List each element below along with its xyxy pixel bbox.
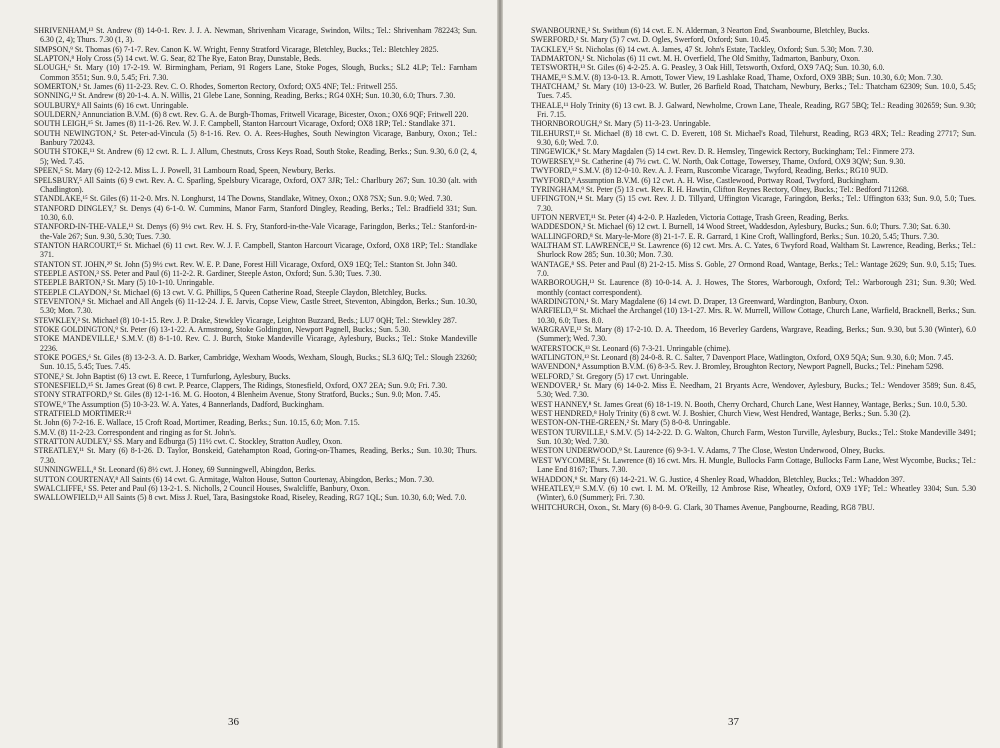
directory-entry: STEEPLE CLAYDON,³ St. Michael (6) 13 cwt. V. G. Phillips, 5 Queen Catherine Road, Steeple Claydon, Bletchley, Bucks. xyxy=(34,287,427,297)
directory-entry: SLAPTON,⁸ Holy Cross (5) 14 cwt. W. G. Sear, 82 The Rye, Eaton Bray, Dunstable, Beds. xyxy=(34,54,322,64)
left-page xyxy=(0,0,497,748)
directory-entry: WEST HENDRED,⁸ Holy Trinity (6) 8 cwt. W. J. Boshier, Church View, West Hendred, Wantage, Berks.; Sun. 5.30 (2). xyxy=(531,409,911,419)
directory-entry: WHEATLEY,¹³ S.M.V. (6) 10 cwt. I. M. M. O'Reilly, 12 Ambrose Rise, Wheatley, Oxford, OX9 1YF; Tel.: Wheatley 3304; Sun. 5.30 (Winter), 6.0 (Summer); Fri. 7.30. xyxy=(531,483,976,503)
directory-entry: SPELSBURY,⁵ All Saints (6) 9 cwt. Rev. A. C. Sparling, Spelsbury Vicarage, Oxford, OX7 3JR; Tel.: Charlbury 267; Sun. 10.30 (alt. with Chadlington). xyxy=(34,175,477,194)
directory-entry: STEWKLEY,³ St. Michael (8) 10-1-15. Rev. J. P. Drake, Stewkley Vicarage, Leighton Buzzard, Beds.; LU7 0QH; Tel.: Stewkley 287. xyxy=(34,315,457,325)
directory-entry: TYRINGHAM,⁹ St. Peter (5) 13 cwt. Rev. R. H. Hawtin, Clifton Reynes Rectory, Olney, Bucks.; Tel.: Bedford 711268. xyxy=(531,184,909,194)
directory-entry: WARGRAVE,¹² St. Mary (8) 17-2-10. D. A. Theedom, 16 Beverley Gardens, Wargrave, Reading, Berks.; Sun. 9.30, but 5.30 (Winter), 6.0 (Summer); Wed. 7.30. xyxy=(531,325,976,344)
directory-entry: WHADDON,⁹ St. Mary (6) 14-2-21. W. G. Justice, 4 Shenley Road, Whaddon, Bletchley, Bucks.; Tel.: Whaddon 397. xyxy=(531,474,905,484)
directory-entry: SIMPSON,⁹ St. Thomas (6) 7-1-7. Rev. Canon K. W. Wright, Fenny Stratford Vicarage, Bletchley, Bucks.; Tel.: Bletchley 2825. xyxy=(34,44,439,54)
directory-entry: WENDOVER,¹ St. Mary (6) 14-0-2. Miss E. Needham, 21 Bryants Acre, Wendover, Aylesbury, Bucks.; Tel.: Wendover 3589; Sun. 8.45, 5.30; Wed. 7.30. xyxy=(531,381,976,400)
directory-entry: SHRIVENHAM,¹³ St. Andrew (8) 14-0-1. Rev. J. J. A. Newman, Shrivenham Vicarage, Swindon, Wilts.; Tel.: Shrivenham 782243; Sun. 6.30 (2, 4); Thurs. 7.30 (1, 3). xyxy=(34,26,477,45)
directory-entry: WEST HANNEY,⁸ St. James Great (6) 18-1-19. N. Booth, Cherry Orchard, Church Lane, West Hanney, Wantage, Berks.; Sun. 10.0, 5.30. xyxy=(531,399,968,409)
directory-entry: STONY STRATFORD,⁹ St. Giles (8) 12-1-16. M. G. Hooton, 4 Blenheim Avenue, Stony Stratford, Bucks.; Sun. 9.0; Mon. 7.45. xyxy=(34,390,441,400)
directory-entry: STANDLAKE,¹⁵ St. Giles (6) 11-2-0. Mrs. N. Longhurst, 14 The Downs, Standlake, Witney, Oxon.; OX8 7SX; Sun. 9.0; Wed. 7.30. xyxy=(34,194,453,204)
right-page xyxy=(503,0,1000,748)
directory-entry: St. John (6) 7-2-16. E. Wallace, 15 Croft Road, Mortimer, Reading, Berks.; Sun. 10.15, 6.0; Mon. 7.15. xyxy=(34,418,360,428)
directory-entry: SWANBOURNE,³ St. Swithun (6) 14 cwt. E. N. Alderman, 3 Nearton End, Swanbourne, Bletchley, Bucks. xyxy=(531,26,870,35)
directory-entry: S.M.V. (8) 11-2-23. Correspondent and ringing as for St. John's. xyxy=(34,427,236,437)
directory-entry: TACKLEY,¹⁵ St. Nicholas (6) 14 cwt. A. James, 47 St. John's Estate, Tackley, Oxford; Sun. 5.30; Mon. 7.30. xyxy=(531,44,874,54)
directory-entry: STRATTON AUDLEY,² SS. Mary and Edburga (5) 11½ cwt. C. Stockley, Stratton Audley, Oxon. xyxy=(34,437,343,447)
directory-entry: TWYFORD,¹² S.M.V. (8) 12-0-10. Rev. A. J. Fearn, Ruscombe Vicarage, Twyford, Reading, Berks.; RG10 9UD. xyxy=(531,166,888,176)
directory-entry: WHITCHURCH, Oxon., St. Mary (6) 8-0-9. G. Clark, 30 Thames Avenue, Pangbourne, Reading, RG8 7BU. xyxy=(531,502,875,512)
directory-entry: SOULBURY,⁸ All Saints (6) 16 cwt. Unringable. xyxy=(34,100,189,110)
directory-entry: STEEPLE BARTON,³ St. Mary (5) 10-1-10. Unringable. xyxy=(34,278,215,288)
directory-entry: STOWE,⁹ The Assumption (5) 10-3-23. W. A. Yates, 4 Bannerlands, Dadford, Buckingham. xyxy=(34,399,325,409)
right-page-entries xyxy=(531,26,976,512)
directory-entry: SWALLOWFIELD,¹¹ All Saints (5) 8 cwt. Miss J. Ruel, Tara, Basingstoke Road, Riseley, Reading, RG7 1QL; Sun. 10.30, 6.0; Wed. 7.0. xyxy=(34,493,467,503)
directory-entry: SOUTH LEIGH,¹⁵ St. James (8) 11-1-26. Rev. W. J. F. Campbell, Stanton Harcourt Vicarage, Oxford; OX8 1RP; Tel.: Standlake 371. xyxy=(34,119,456,129)
directory-entry: STOKE POGES,⁶ St. Giles (8) 13-2-3. A. D. Barker, Cambridge, Wexham Woods, Wexham, Slough, Bucks.; SL3 6JQ; Tel.: Slough 23260; Sun. 10.15, 5.45; Tues. 7.45. xyxy=(34,353,477,372)
directory-entry: SOUTH NEWINGTON,² St. Peter-ad-Vincula (5) 8-1-16. Rev. O. A. Rees-Hughes, South Newington Vicarage, Banbury, Oxon.; Tel.: Banbury 720243. xyxy=(34,128,477,148)
directory-entry: WALLINGFORD,⁸ St. Mary-le-More (8) 21-1-7. E. R. Garrard, 1 Kine Croft, Wallingford, Berks.; Sun. 10.20, 5.45; Thurs. 7.30. xyxy=(531,231,939,241)
directory-entry: WARBOROUGH,¹³ St. Laurence (8) 10-0-14. A. J. Howes, The Stores, Warborough, Oxford; Tel.: Warborough 231; Sun. 9.30; Wed. monthly (contact correspondent). xyxy=(531,278,976,297)
directory-entry: UFFINGTON,¹⁴ St. Mary (5) 15 cwt. Rev. J. D. Tillyard, Uffington Vicarage, Faringdon, Berks.; Tel.: Uffington 633; Sun. 9.0, 5.0; Tues. 7.30. xyxy=(531,194,976,213)
directory-entry: UFTON NERVET,¹¹ St. Peter (4) 4-2-0. P. Hazleden, Victoria Cottage, Trash Green, Reading, Berks. xyxy=(531,212,849,222)
directory-entry: WANTAGE,⁸ SS. Peter and Paul (8) 21-2-15. Miss S. Goble, 27 Ormond Road, Wantage, Berks.; Tel.: Wantage 2629; Sun. 9.0, 5.15; Tues. 7.0. xyxy=(531,259,976,278)
directory-entry: WELFORD,⁷ St. Gregory (5) 17 cwt. Unringable. xyxy=(531,371,689,381)
directory-entry: TOWERSEY,¹³ St. Catherine (4) 7½ cwt. C. W. North, Oak Cottage, Towersey, Thame, Oxford, OX9 3QW; Sun. 9.30. xyxy=(531,156,906,166)
directory-entry: STANFORD DINGLEY,⁷ St. Denys (4) 6-1-0. W. Cummins, Manor Farm, Stanford Dingley, Reading, Berks.; Tel.: Bradfield 331; Sun. 10.30, 6.0. xyxy=(34,203,477,222)
directory-entry: SOMERTON,¹ St. James (6) 11-2-23. Rev. C. O. Rhodes, Somerton Rectory, Oxford; OX5 4NF; Tel.: Fritwell 255. xyxy=(34,82,398,92)
directory-entry: WESTON UNDERWOOD,⁹ St. Laurence (6) 9-3-1. V. Adams, 7 The Close, Weston Underwood, Olney, Bucks. xyxy=(531,446,885,456)
directory-entry: STONE,² St. John Baptist (6) 13 cwt. E. Reece, 1 Turnfurlong, Aylesbury, Bucks. xyxy=(34,371,291,381)
page-number-right: 37 xyxy=(728,716,739,728)
directory-entry: WARFIELD,¹² St. Michael the Archangel (10) 13-1-27. Mrs. R. W. Murrell, Willow Cottage, Church Lane, Warfield, Bracknell, Berks.; Sun. 10.30, 6.0; Tues. 8.0. xyxy=(531,306,976,325)
directory-entry: SOUTH STOKE,¹¹ St. Andrew (6) 12 cwt. R. L. J. Allum, Chestnuts, Cross Keys Road, South Stoke, Reading, Berks.; Sun. 9.30, 6.0 (2, 4, 5); Wed. 7.45. xyxy=(34,147,477,166)
directory-entry: WESTON-ON-THE-GREEN,² St. Mary (5) 8-0-8. Unringable. xyxy=(531,418,731,428)
directory-entry: STOKE MANDEVILLE,¹ S.M.V. (8) 8-1-10. Rev. C. J. Burch, Stoke Mandeville Vicarage, Aylesbury, Bucks.; Tel.: Stoke Mandeville 2236. xyxy=(34,334,477,353)
left-page-entries xyxy=(34,26,477,503)
directory-entry: SPEEN,⁵ St. Mary (6) 12-2-12. Miss L. J. Powell, 31 Lambourn Road, Speen, Newbury, Berks. xyxy=(34,166,336,176)
directory-entry: TETSWORTH,¹³ St. Giles (6) 4-2-25. A. G. Peasley, 3 Oak Hill, Tetsworth, Oxford, OX9 7AQ; Sun. 10.30, 6.0. xyxy=(531,63,885,73)
directory-entry: SONNING,¹² St. Andrew (8) 20-1-4. A. N. Willis, 21 Glebe Lane, Sonning, Reading, Berks.; RG4 0XH; Sun. 10.30, 6.0; Thurs. 7.30. xyxy=(34,91,456,101)
directory-entry: WAVENDON,⁹ Assumption B.V.M. (6) 8-3-5. Rev. J. Bromley, Broughton Rectory, Newport Pagnell, Bucks.; Tel.: Pineham 5298. xyxy=(531,362,944,372)
directory-entry: TILEHURST,¹¹ St. Michael (8) 18 cwt. C. D. Everett, 108 St. Michael's Road, Tilehurst, Reading, RG3 4RX; Tel.: Reading 27717; Sun. 9.30, 6.0; Wed. 7.0. xyxy=(531,128,976,148)
directory-entry: WATERSTOCK,¹³ St. Leonard (6) 7-3-21. Unringable (chime). xyxy=(531,343,731,353)
directory-entry: WEST WYCOMBE,⁶ St. Lawrence (8) 16 cwt. Mrs. H. Mungle, Bullocks Farm Cottage, Bullocks Farm Lane, West Wycombe, Bucks.; Tel.: Lane End 8167; Thurs. 7.30. xyxy=(531,455,976,475)
directory-entry: THAME,¹³ S.M.V. (8) 13-0-13. R. Arnott, Tower View, 19 Lashlake Road, Thame, Oxford, OX9 3BB; Sun. 10.30, 6.0; Mon. 7.30. xyxy=(531,72,943,82)
directory-entry: STANTON ST. JOHN,²⁰ St. John (5) 9½ cwt. Rev. W. E. P. Dane, Forest Hill Vicarage, Oxford, OX9 1EQ; Tel.: Stanton St. John 340. xyxy=(34,259,458,269)
directory-entry: WATLINGTON,¹³ St. Leonard (8) 24-0-8. R. C. Salter, 7 Davenport Place, Watlington, Oxford, OX9 5QA; Sun. 9.30, 6.0; Mon. 7.45. xyxy=(531,353,954,363)
directory-entry: STEEPLE ASTON,³ SS. Peter and Paul (6) 11-2-2. R. Gardiner, Steeple Aston, Oxford; Sun. 5.30; Tues. 7.30. xyxy=(34,268,382,278)
directory-entry: SWERFORD,¹ St. Mary (5) 7 cwt. D. Ogles, Swerford, Oxford; Sun. 10.45. xyxy=(531,35,771,45)
directory-entry: WESTON TURVILLE,¹ S.M.V. (5) 14-2-22. D. G. Walton, Church Farm, Weston Turville, Aylesbury, Bucks.; Tel.: Stoke Mandeville 3491; Sun. 10.30; Wed. 7.30. xyxy=(531,427,976,447)
directory-entry: TADMARTON,¹ St. Nicholas (6) 11 cwt. M. H. Overfield, The Old Smithy, Tadmarton, Banbury, Oxon. xyxy=(531,54,861,64)
directory-entry: STONESFIELD,¹⁵ St. James Great (6) 8 cwt. P. Pearce, Clappers, The Ridings, Stonesfield, Oxford, OX7 2EA; Sun. 9.0; Fri. 7.30. xyxy=(34,381,448,391)
directory-entry: WADDESDON,³ St. Michael (6) 12 cwt. I. Burnell, 14 Wood Street, Waddesdon, Aylesbury, Bucks.; Sun. 6.0; Thurs. 7.30; Sat. 6.30. xyxy=(531,222,951,232)
directory-entry: TINGEWICK,⁹ St. Mary Magdalen (5) 14 cwt. Rev. D. R. Hemsley, Tingewick Rectory, Buckingham; Tel.: Finmere 273. xyxy=(531,147,915,157)
directory-entry: TWYFORD,⁹ Assumption B.V.M. (6) 12 cwt. A. H. Wise, Castlewood, Portway Road, Twyford, Buckingham. xyxy=(531,175,880,185)
directory-entry: STEVENTON,⁸ St. Michael and All Angels (6) 11-12-24. J. E. Jarvis, Copse View, Castle Street, Steventon, Abingdon, Berks.; Sun. 10.30, 5.30; Mon. 7.30. xyxy=(34,296,477,316)
directory-entry: STANTON HARCOURT,¹⁵ St. Michael (6) 11 cwt. Rev. W. J. F. Campbell, Stanton Harcourt Vicarage, Oxford, OX8 1RP; Tel.: Standlake 371. xyxy=(34,240,477,260)
directory-entry: THORNBOROUGH,⁹ St. Mary (5) 11-3-23. Unringable. xyxy=(531,119,711,129)
directory-entry: STANFORD-IN-THE-VALE,¹³ St. Denys (6) 9½ cwt. Rev. H. S. Fry, Stanford-in-the-Vale Vicarage, Faringdon, Berks.; Tel.: Stanford-in-the-Vale 267; Sun. 9.30, 5.30; Tues. 7.30. xyxy=(34,222,477,241)
directory-entry: THATCHAM,⁷ St. Mary (10) 13-0-23. W. Butler, 26 Barfield Road, Thatcham, Newbury, Berks.; Tel.: Thatcham 62309; Sun. 10.0, 5.45; Tues. 7.45. xyxy=(531,82,976,101)
directory-entry: SUTTON COURTENAY,⁸ All Saints (6) 14 cwt. G. Armitage, Walton House, Sutton Courtenay, Abingdon, Berks.; Mon. 7.30. xyxy=(34,474,434,484)
directory-entry: SOULDERN,² Annunciation B.V.M. (6) 8 cwt. Rev. G. A. de Burgh-Thomas, Fritwell Vicarage, Bicester, Oxon.; OX6 9QF; Fritwell 220. xyxy=(34,110,469,120)
directory-entry: STOKE GOLDINGTON,⁹ St. Peter (6) 13-1-22. A. Armstrong, Stoke Goldington, Newport Pagnell, Bucks.; Sun. 5.30. xyxy=(34,325,411,334)
directory-entry: SLOUGH,⁶ St. Mary (10) 17-2-19. W. Birmingham, Periam, 91 Rogers Lane, Stoke Poges, Slough, Bucks.; SL2 4LP; Tel.: Farnham Common 3551; Sun. 9.0, 5.45; Fri. 7.30. xyxy=(34,63,477,82)
directory-entry: SWALCLIFFE,¹ SS. Peter and Paul (6) 13-2-1. S. Nicholls, 2 Council Houses, Swalcliffe, Banbury, Oxon. xyxy=(34,483,370,493)
directory-entry: WARDINGTON,¹ St. Mary Magdalene (6) 14 cwt. D. Draper, 13 Greenward, Wardington, Banbury, Oxon. xyxy=(531,296,869,306)
page-number-left: 36 xyxy=(228,716,239,728)
directory-entry: WALTHAM ST. LAWRENCE,¹² St. Lawrence (6) 12 cwt. Mrs. A. C. Yates, 6 Twyford Road, Waltham St. Lawrence, Reading, Berks.; Tel.: Shurlock Row 285; Sun. 10.30; Mon. 7.30. xyxy=(531,240,976,260)
directory-entry: STRATFIELD MORTIMER:¹¹ xyxy=(34,409,132,419)
directory-entry: STREATLEY,¹¹ St. Mary (6) 8-1-26. D. Taylor, Bonskeid, Gatehampton Road, Goring-on-Thames, Reading, Berks.; Sun. 10.30; Thurs. 7.30. xyxy=(34,446,477,465)
directory-entry: THEALE,¹¹ Holy Trinity (6) 13 cwt. B. J. Galward, Newholme, Crown Lane, Theale, Reading, RG7 5BQ; Tel.: Reading 302659; Sun. 9.30; Fri. 7.15. xyxy=(531,100,976,120)
directory-entry: SUNNINGWELL,⁸ St. Leonard (6) 8½ cwt. J. Honey, 69 Sunningwell, Abingdon, Berks. xyxy=(34,465,316,475)
